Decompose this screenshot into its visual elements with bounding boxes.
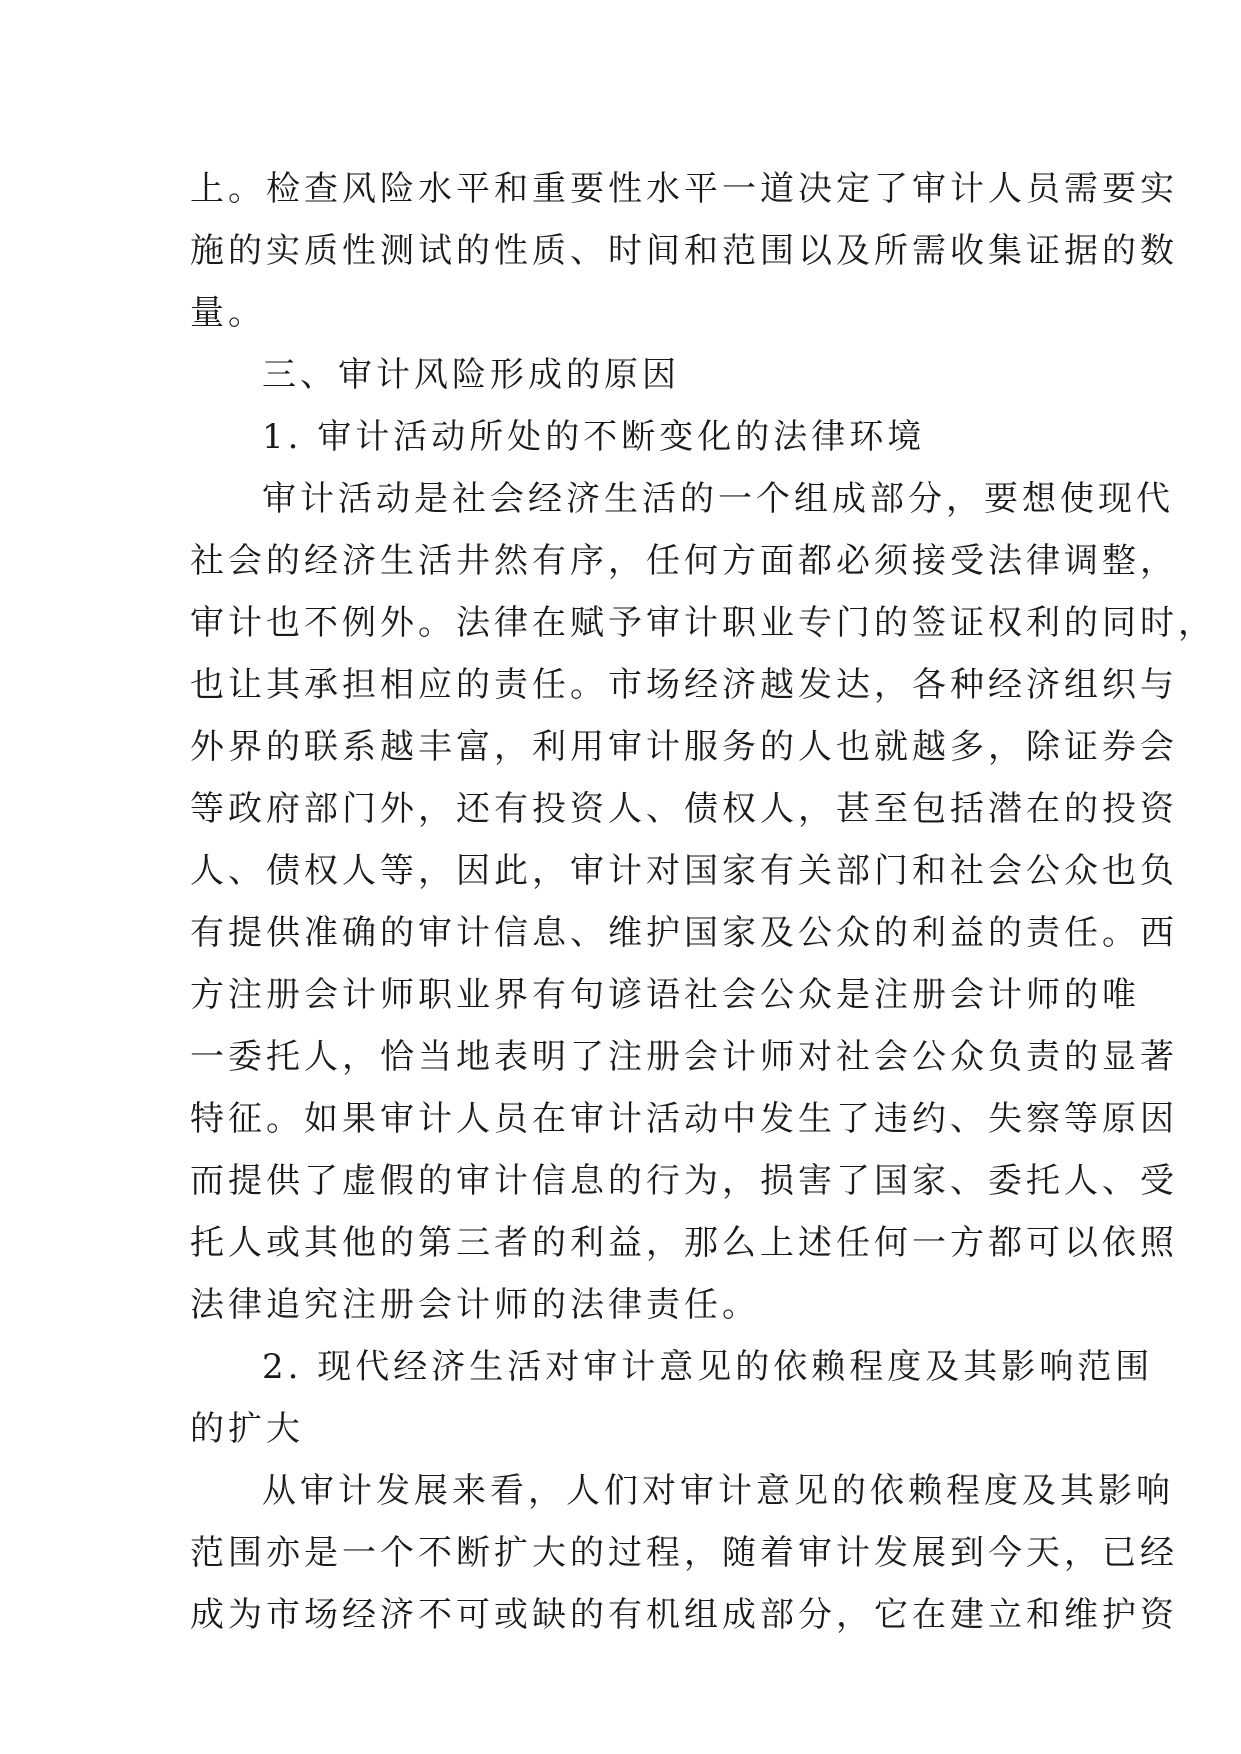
text-line: 法律追究注册会计师的法律责任。 <box>190 1285 760 1325</box>
text-line: 等政府部门外，还有投资人、债权人，甚至包括潜在的投资 <box>190 789 1178 829</box>
text-line: 也让其承担相应的责任。市场经济越发达，各种经济组织与 <box>190 665 1178 705</box>
text-line: 方注册会计师职业界有句谚语社会公众是注册会计师的唯 <box>190 975 1140 1015</box>
text-line: 三、审计风险形成的原因 <box>262 355 680 395</box>
text-line: 2. 现代经济生活对审计意见的依赖程度及其影响范围 <box>262 1347 1154 1387</box>
text-line: 审计也不例外。法律在赋予审计职业专门的签证权利的同时， <box>190 603 1216 643</box>
text-line: 范围亦是一个不断扩大的过程，随着审计发展到今天，已经 <box>190 1533 1178 1573</box>
text-line: 施的实质性测试的性质、时间和范围以及所需收集证据的数 <box>190 231 1178 271</box>
text-line: 上。检查风险水平和重要性水平一道决定了审计人员需要实 <box>190 169 1178 209</box>
text-line: 的扩大 <box>190 1409 304 1449</box>
text-line: 托人或其他的第三者的利益，那么上述任何一方都可以依照 <box>190 1223 1178 1263</box>
text-line: 审计活动是社会经济生活的一个组成部分，要想使现代 <box>262 479 1174 519</box>
text-line: 量。 <box>190 293 266 333</box>
text-line: 社会的经济生活井然有序，任何方面都必须接受法律调整， <box>190 541 1178 581</box>
text-line: 1. 审计活动所处的不断变化的法律环境 <box>262 417 926 457</box>
text-line: 人、债权人等，因此，审计对国家有关部门和社会公众也负 <box>190 851 1178 891</box>
text-line: 而提供了虚假的审计信息的行为，损害了国家、委托人、受 <box>190 1161 1178 1201</box>
text-line: 从审计发展来看，人们对审计意见的依赖程度及其影响 <box>262 1471 1174 1511</box>
body-text <box>190 158 1216 1646</box>
text-line: 成为市场经济不可或缺的有机组成部分，它在建立和维护资 <box>190 1595 1178 1635</box>
text-line: 有提供准确的审计信息、维护国家及公众的利益的责任。西 <box>190 913 1178 953</box>
text-line: 一委托人，恰当地表明了注册会计师对社会公众负责的显著 <box>190 1037 1178 1077</box>
text-line: 特征。如果审计人员在审计活动中发生了违约、失察等原因 <box>190 1099 1178 1139</box>
text-line: 外界的联系越丰富，利用审计服务的人也就越多，除证券会 <box>190 727 1178 767</box>
